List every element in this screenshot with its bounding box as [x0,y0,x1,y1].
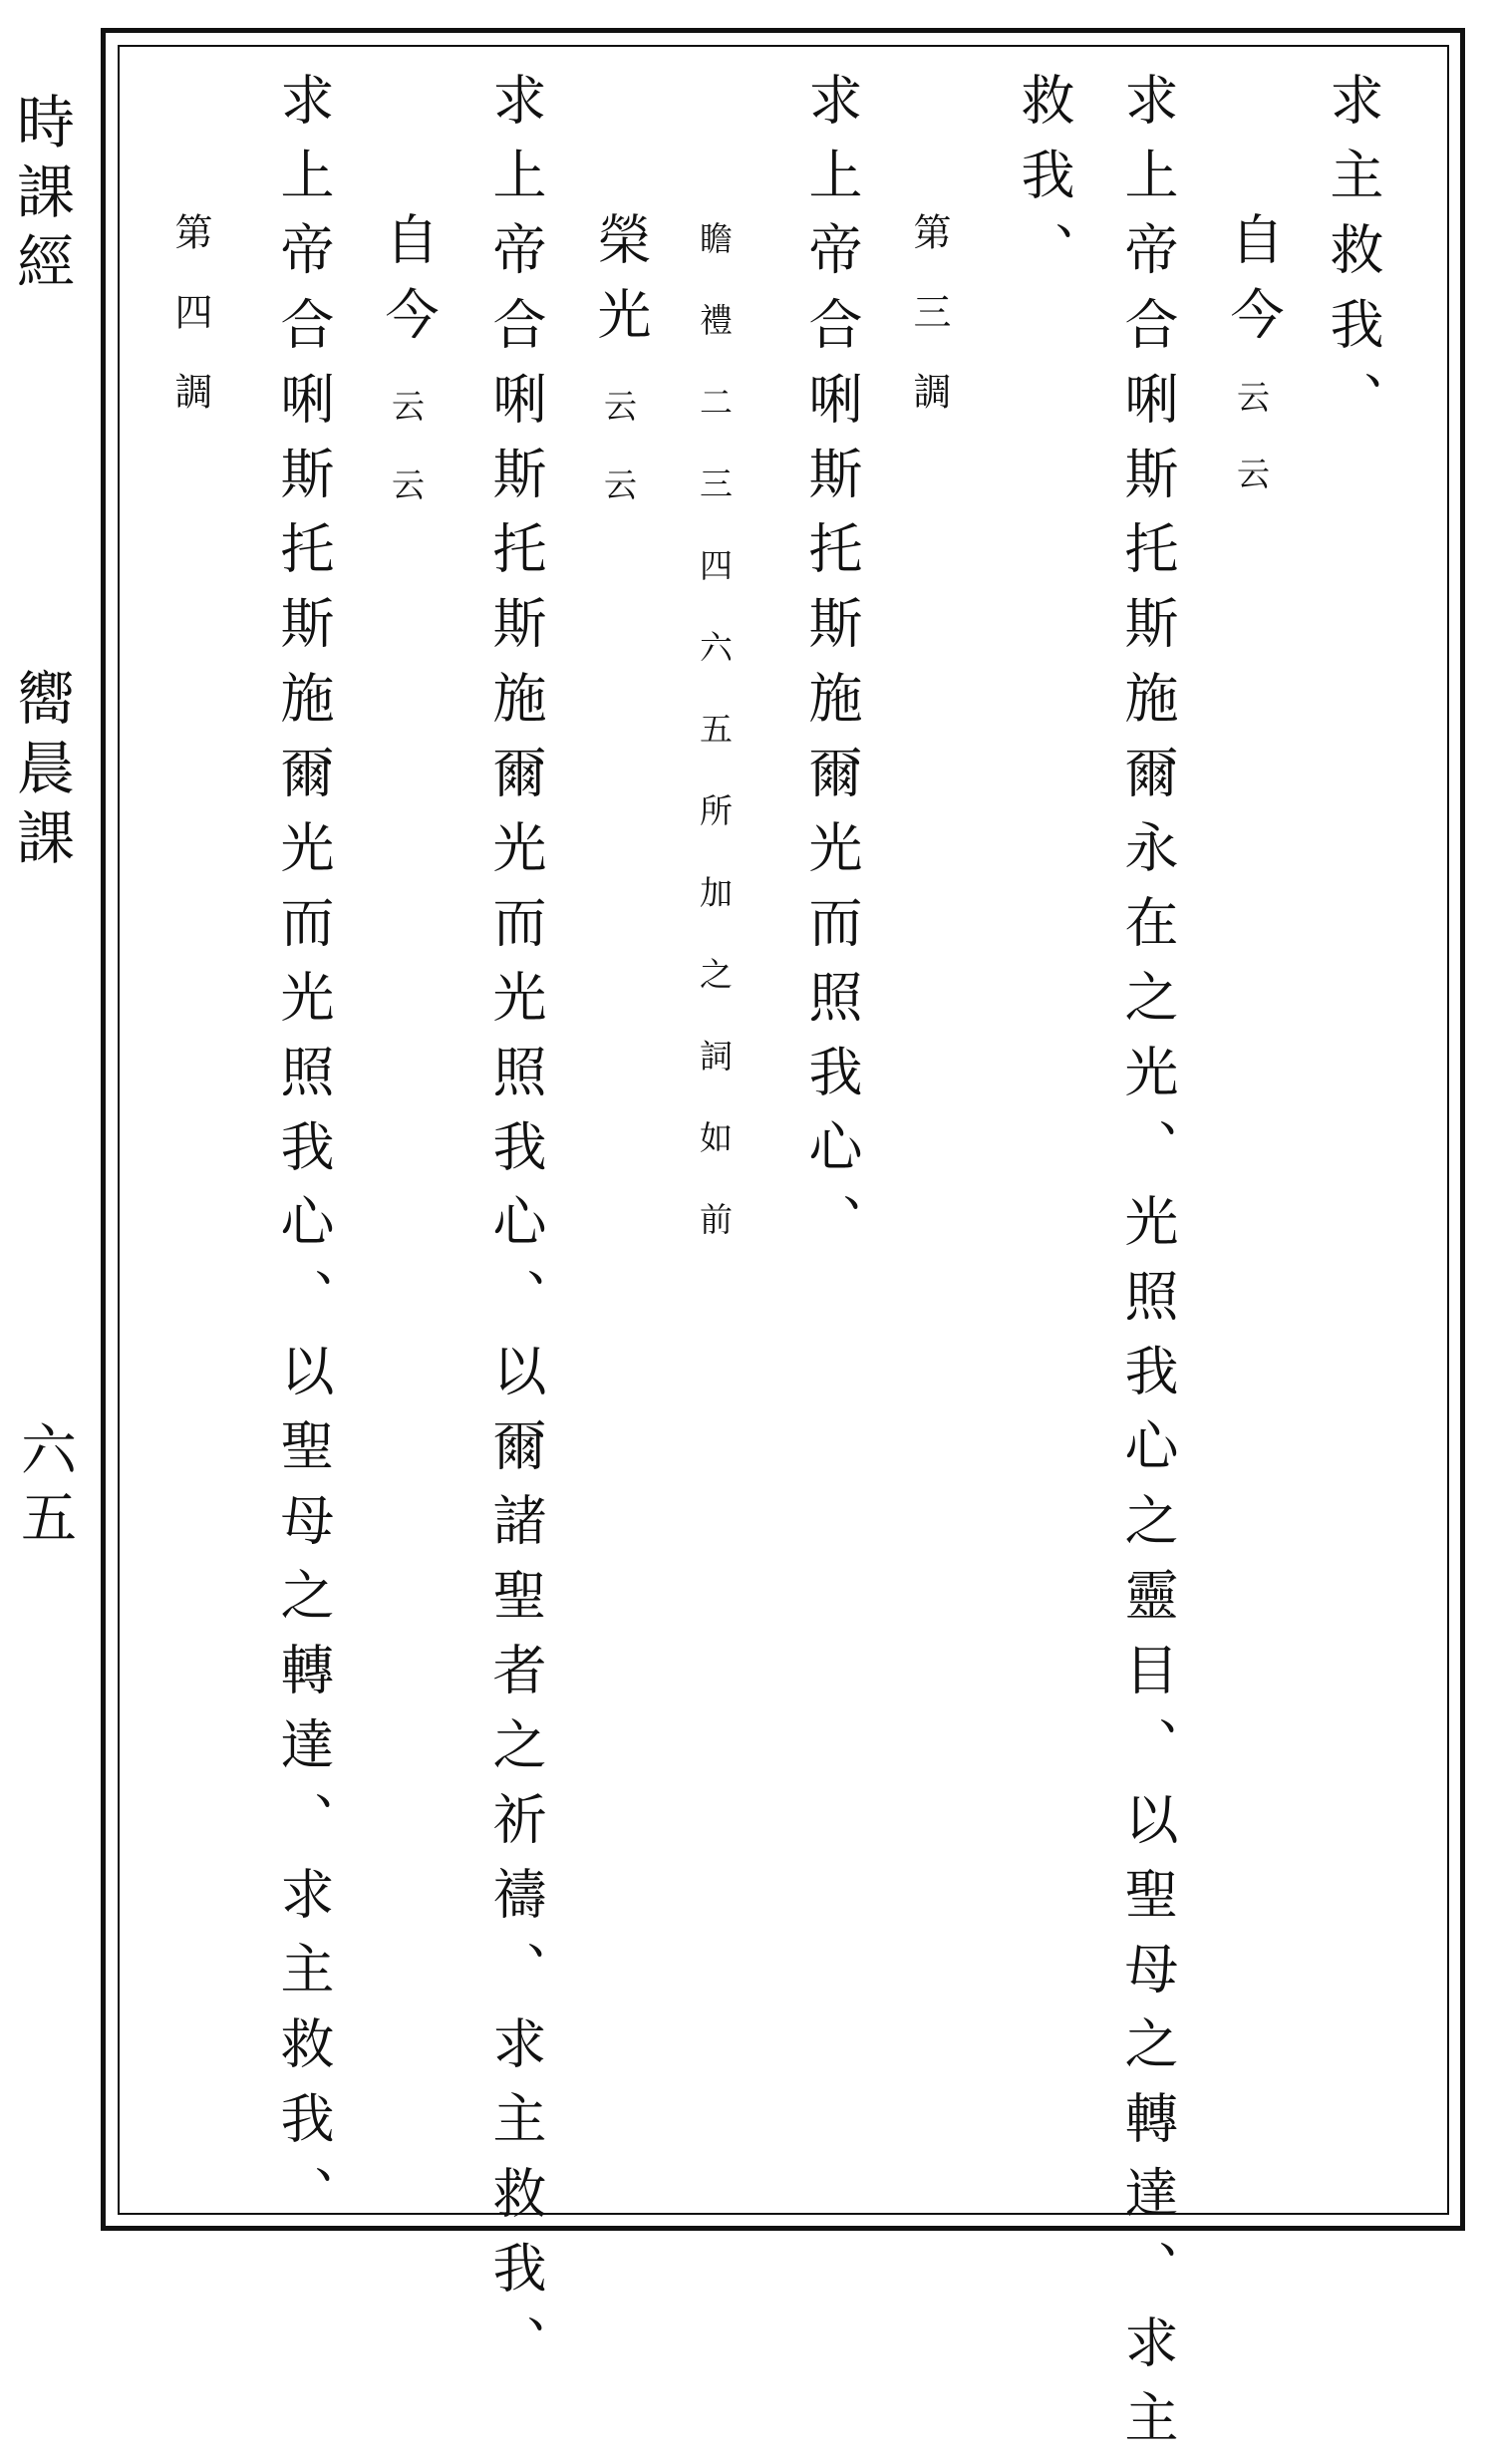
text-column-heading: 自今 [377,211,440,361]
text-column: 救我、 [1013,72,1075,296]
text-column-note: 云云 [599,389,638,546]
text-column-note: 云云 [387,389,426,546]
text-column-heading: 榮光 [589,211,652,361]
text-column: 求主救我、 [1322,72,1384,446]
text-column: 求上帝合唎斯托斯施爾永在之光、光照我心之靈目、以聖母之轉達、求主 [1116,72,1179,2464]
tone-heading: 第四調 [168,212,212,452]
book-title: 時課經 [7,92,75,301]
text-column: 求上帝合唎斯托斯施爾光而照我心、 [800,72,863,1268]
text-column-heading: 自今 [1222,211,1285,361]
text-column: 求上帝合唎斯托斯施爾光而光照我心、以聖母之轉達、求主救我、 [272,72,335,2240]
text-column: 求上帝合唎斯托斯施爾光而光照我心、以爾諸聖者之祈禱、求主救我、 [484,72,547,2389]
page-number: 六五 [12,1420,77,1556]
tone-heading: 第三調 [907,212,951,452]
text-column-note: 云云 [1232,380,1271,533]
section-title: 嚮晨課 [7,668,75,877]
rubric-note: 瞻禮二三四六五所加之詞如前 [695,221,734,1284]
